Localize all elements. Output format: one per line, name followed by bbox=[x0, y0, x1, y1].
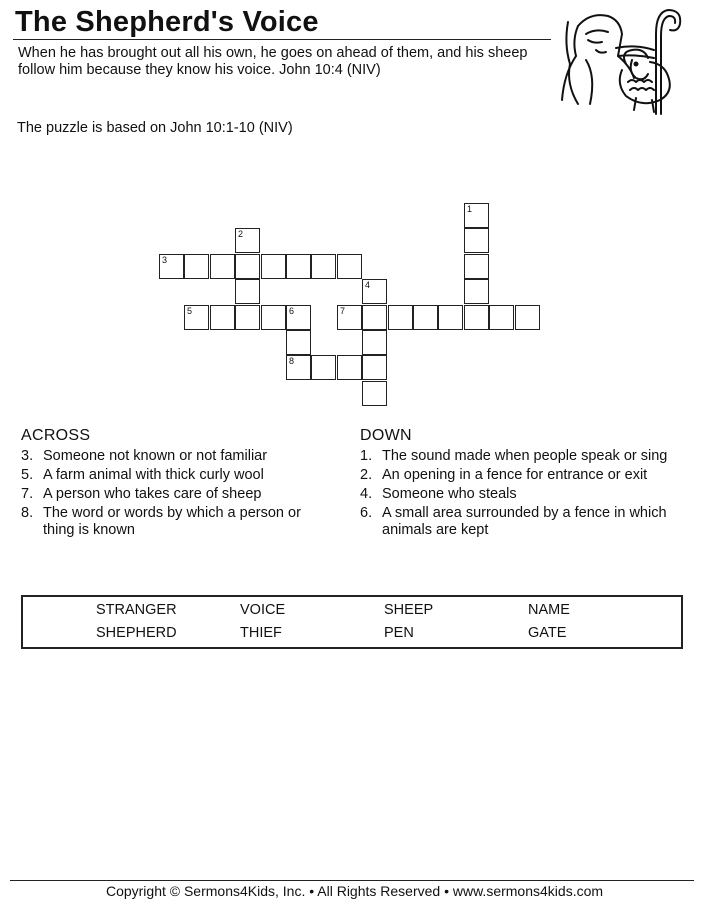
crossword-cell[interactable] bbox=[362, 355, 387, 380]
word-bank bbox=[21, 595, 683, 649]
across-clues bbox=[21, 448, 333, 541]
crossword-cell[interactable] bbox=[362, 330, 387, 355]
across-clue-5: 5. A farm animal with thick curly wool bbox=[21, 467, 264, 483]
crossword-cell[interactable] bbox=[159, 254, 184, 279]
down-clue-4: 4. Someone who steals bbox=[360, 486, 517, 502]
crossword-cell[interactable] bbox=[311, 254, 336, 279]
crossword-cell[interactable] bbox=[464, 254, 489, 279]
crossword-cell[interactable] bbox=[362, 381, 387, 406]
down-heading: DOWN bbox=[360, 427, 412, 444]
copyright-footer: Copyright © Sermons4Kids, Inc. • All Rights Reserved • www.sermons4kids.com bbox=[105, 883, 604, 899]
down-clue-1: 1. The sound made when people speak or sing bbox=[360, 448, 668, 464]
crossword-cell[interactable] bbox=[337, 355, 362, 380]
crossword-cell[interactable] bbox=[235, 254, 260, 279]
crossword-cell[interactable] bbox=[235, 279, 260, 304]
clue-number: 4 bbox=[365, 280, 371, 290]
word-bank-item: SHEPHERD bbox=[96, 625, 177, 641]
crossword-cell[interactable] bbox=[388, 305, 413, 330]
crossword-cell[interactable] bbox=[337, 254, 362, 279]
crossword-cell[interactable] bbox=[438, 305, 463, 330]
crossword-cell[interactable] bbox=[286, 355, 311, 380]
crossword-cell[interactable] bbox=[489, 305, 514, 330]
crossword-cell[interactable] bbox=[235, 305, 260, 330]
puzzle-source: The puzzle is based on John 10:1-10 (NIV) bbox=[17, 120, 293, 136]
crossword-cell[interactable] bbox=[464, 203, 489, 228]
clue-number: 8 bbox=[289, 356, 295, 366]
crossword-cell[interactable] bbox=[337, 305, 362, 330]
crossword-cell[interactable] bbox=[286, 254, 311, 279]
crossword-cell[interactable] bbox=[362, 305, 387, 330]
memory-verse: When he has brought out all his own, he goes on ahead of them, and his sheep follow him because they know his voice. John 10:4 (NIV) bbox=[18, 45, 528, 78]
crossword-cell[interactable] bbox=[464, 279, 489, 304]
crossword-cell[interactable] bbox=[184, 305, 209, 330]
crossword-cell[interactable] bbox=[286, 330, 311, 355]
clue-number: 7 bbox=[340, 306, 346, 316]
across-clue-8: 8. The word or words by which a person or thing is known bbox=[21, 505, 301, 538]
across-heading: ACROSS bbox=[21, 427, 91, 444]
crossword-cell[interactable] bbox=[210, 305, 235, 330]
word-bank-item: PEN bbox=[384, 625, 414, 641]
footer-rule bbox=[10, 880, 694, 881]
clue-number: 1 bbox=[467, 204, 473, 214]
word-bank-item: NAME bbox=[528, 602, 570, 618]
crossword-cell[interactable] bbox=[464, 228, 489, 253]
crossword-cell[interactable] bbox=[413, 305, 438, 330]
clue-number: 6 bbox=[289, 306, 295, 316]
crossword-cell[interactable] bbox=[286, 305, 311, 330]
across-clue-7: 7. A person who takes care of sheep bbox=[21, 486, 262, 502]
crossword-cell[interactable] bbox=[311, 355, 336, 380]
crossword-cell[interactable] bbox=[235, 228, 260, 253]
page-title: The Shepherd's Voice bbox=[15, 6, 319, 38]
crossword-cell[interactable] bbox=[210, 254, 235, 279]
word-bank-item: GATE bbox=[528, 625, 567, 641]
crossword-cell[interactable] bbox=[261, 254, 286, 279]
word-bank-item: VOICE bbox=[240, 602, 286, 618]
clue-number: 5 bbox=[187, 306, 193, 316]
word-bank-item: STRANGER bbox=[96, 602, 177, 618]
word-bank-item: SHEEP bbox=[384, 602, 434, 618]
down-clue-6: 6. A small area surrounded by a fence in which animals are kept bbox=[360, 505, 667, 538]
across-clue-3: 3. Someone not known or not familiar bbox=[21, 448, 268, 464]
crossword-cell[interactable] bbox=[362, 279, 387, 304]
crossword-cell[interactable] bbox=[184, 254, 209, 279]
crossword-cell[interactable] bbox=[515, 305, 540, 330]
crossword-cell[interactable] bbox=[464, 305, 489, 330]
clue-number: 3 bbox=[162, 255, 168, 265]
clue-number: 2 bbox=[238, 229, 244, 239]
crossword-cell[interactable] bbox=[261, 305, 286, 330]
down-clues bbox=[360, 448, 690, 541]
word-bank-item: THIEF bbox=[240, 625, 282, 641]
title-underline bbox=[13, 39, 551, 40]
down-clue-2: 2. An opening in a fence for entrance or exit bbox=[360, 467, 648, 483]
shepherd-with-sheep-icon bbox=[556, 4, 692, 116]
